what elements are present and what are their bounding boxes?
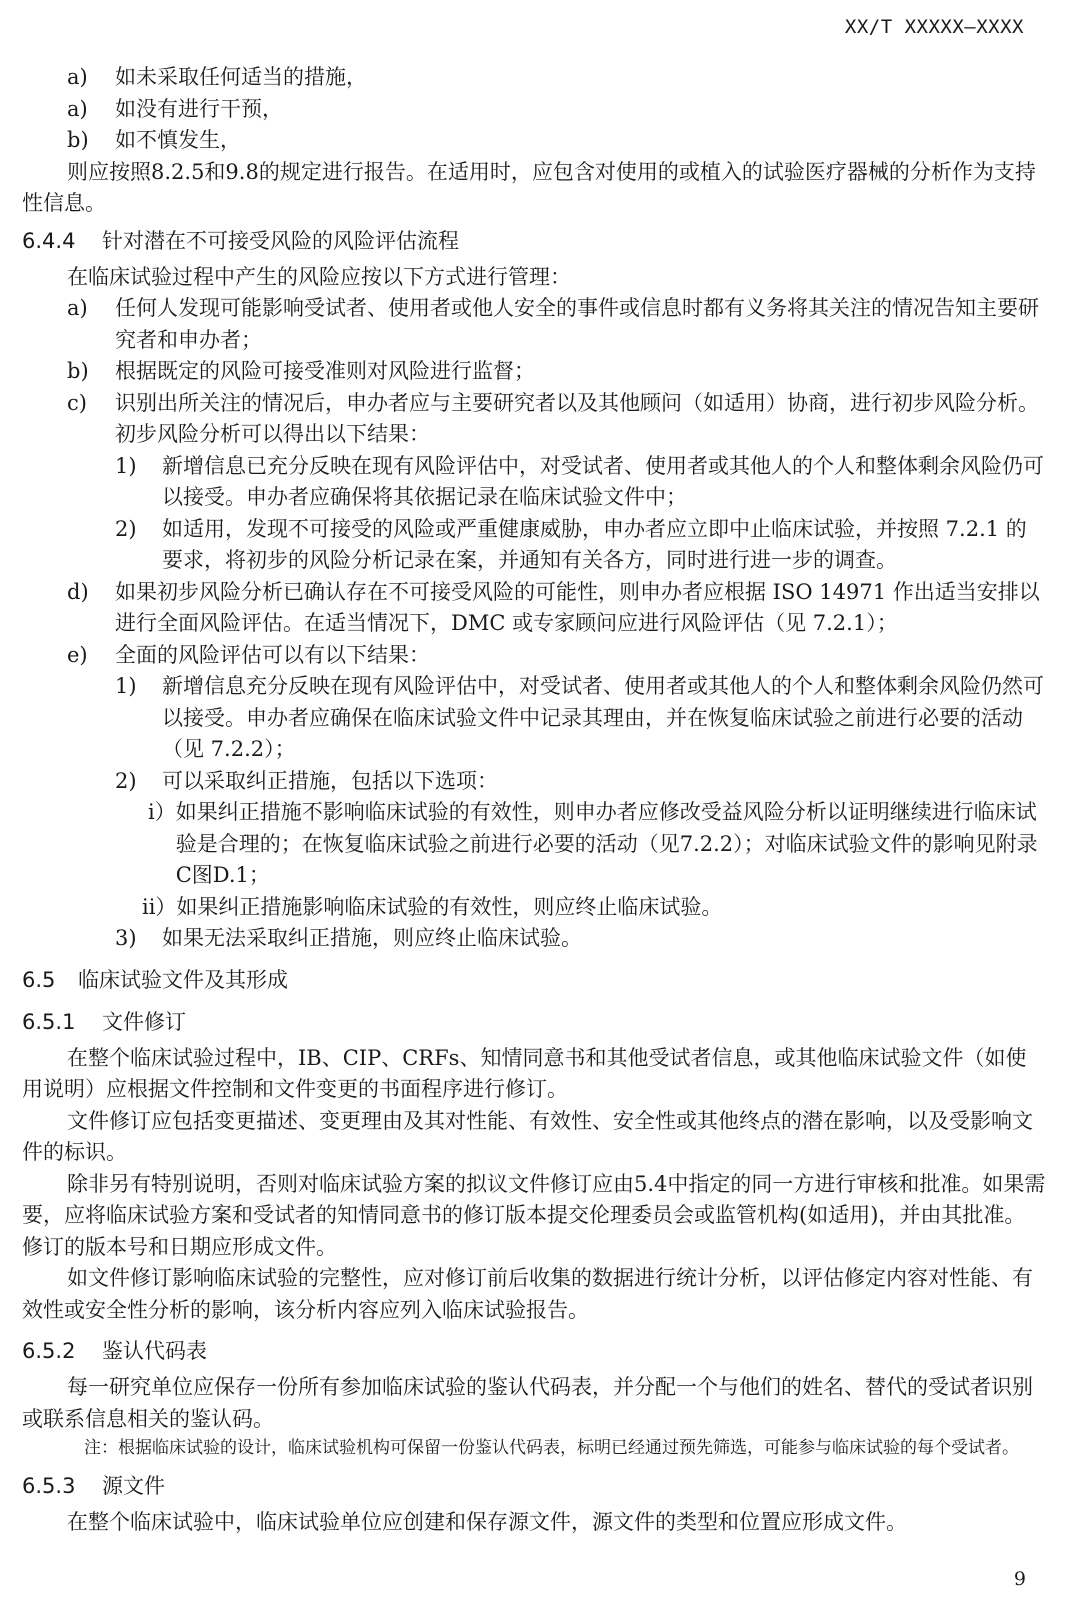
paragraph: 如文件修订影响临床试验的完整性，应对修订前后收集的数据进行统计分析，以评估修定内容对性能、有效性或安全性分析的影响，该分析内容应列入临床试验报告。 — [22, 1266, 1033, 1322]
list-label: d) — [67, 579, 89, 604]
sub-list-item — [22, 514, 1046, 577]
list-label: ii） — [142, 894, 177, 919]
section-title: 临床试验文件及其形成 — [78, 967, 288, 992]
list-text: 如适用，发现不可接受的风险或严重健康威胁，申办者应立即中止临床试验，并按照 7.2.1 的要求，将初步的风险分析记录在案，并通知有关各方，同时进行进一步的调查。 — [162, 516, 1027, 572]
list-text: 如没有进行干预， — [115, 96, 283, 121]
sub-list-item — [22, 923, 1046, 955]
sub-list-item — [22, 671, 1046, 766]
list-item — [22, 62, 1046, 94]
paragraph: 每一研究单位应保存一份所有参加临床试验的鉴认代码表，并分配一个与他们的姓名、替代的受试者识别或联系信息相关的鉴认码。 — [22, 1375, 1033, 1431]
list-label: c) — [67, 390, 87, 415]
list-item — [22, 125, 1046, 157]
list-label: a) — [67, 96, 88, 121]
section-title: 鉴认代码表 — [102, 1339, 207, 1363]
sub-list-item — [22, 451, 1046, 514]
document-code: XX/T XXXXX—XXXX — [844, 16, 1024, 38]
section-number: 6.5 — [22, 967, 56, 992]
paragraph: 除非另有特别说明，否则对临床试验方案的拟议文件修订应由5.4中指定的同一方进行审核和批准。如果需要，应将临床试验方案和受试者的知情同意书的修订版本提交伦理委员会或监管机构(如适用)，并由其批准。修订的版本号和日期应形成文件。 — [22, 1171, 1046, 1259]
list-item — [22, 577, 1046, 640]
section-number: 6.5.3 — [22, 1474, 76, 1498]
page-number: 9 — [1013, 1568, 1026, 1590]
section-heading-6-5-1 — [22, 1001, 1046, 1043]
section-title: 源文件 — [102, 1474, 165, 1498]
list-text: 任何人发现可能影响受试者、使用者或他人安全的事件或信息时都有义务将其关注的情况告知主要研究者和申办者； — [115, 296, 1039, 352]
section-number: 6.5.2 — [22, 1339, 76, 1363]
list-text: 新增信息已充分反映在现有风险评估中，对受试者、使用者或其他人的个人和整体剩余风险仍可以接受。申办者应确保将其依据记录在临床试验文件中； — [162, 453, 1044, 509]
sub-list-item — [22, 766, 1046, 798]
list-label: b) — [67, 359, 89, 383]
section-heading-6-4-4 — [22, 220, 1046, 262]
list-item — [22, 356, 1046, 388]
list-text: 如果纠正措施影响临床试验的有效性，则应终止临床试验。 — [176, 894, 723, 919]
list-text: 识别出所关注的情况后，申办者应与主要研究者以及其他顾问（如适用）协商，进行初步风险分析。初步风险分析可以得出以下结果： — [115, 390, 1039, 446]
list-item — [22, 388, 1046, 451]
list-text: 根据既定的风险可接受准则对风险进行监督； — [115, 359, 535, 383]
sub-sub-list-item — [22, 892, 1046, 924]
sub-sub-list-item — [22, 797, 1046, 892]
note-text: 根据临床试验的设计，临床试验机构可保留一份鉴认代码表，标明已经通过预先筛选，可能参与临床试验的每个受试者。 — [118, 1438, 1019, 1458]
section-title: 针对潜在不可接受风险的风险评估流程 — [102, 228, 459, 253]
list-text: 如果纠正措施不影响临床试验的有效性，则申办者应修改受益风险分析以证明继续进行临床试验是合理的；在恢复临床试验之前进行必要的活动（见7.2.2）；对临床试验文件的影响见附录C图D.1； — [175, 800, 1038, 887]
list-label: a) — [67, 65, 88, 89]
list-text: 可以采取纠正措施，包括以下选项： — [162, 768, 498, 793]
list-text: 新增信息充分反映在现有风险评估中，对受试者、使用者或其他人的个人和整体剩余风险仍然可以接受。申办者应确保在临床试验文件中记录其理由，并在恢复临床试验之前进行必要的活动（见 7.2.2）； — [162, 674, 1044, 761]
section-heading-6-5 — [22, 959, 1046, 1001]
document-body — [22, 62, 1046, 1539]
list-text: 如未采取任何适当的措施， — [115, 65, 367, 89]
intro-paragraph: 则应按照8.2.5和9.8的规定进行报告。在适用时，应包含对使用的或植入的试验医疗器械的分析作为支持性信息。 — [22, 159, 1036, 215]
list-label: a) — [67, 296, 88, 320]
section-heading-6-5-3 — [22, 1465, 1046, 1507]
list-label: 3) — [115, 926, 137, 950]
list-label: e) — [67, 642, 88, 667]
list-item — [22, 293, 1046, 356]
section-number: 6.4.4 — [22, 228, 76, 253]
section-title: 文件修订 — [102, 1009, 186, 1034]
paragraph: 在临床试验过程中产生的风险应按以下方式进行管理： — [67, 264, 571, 289]
section-number: 6.5.1 — [22, 1009, 76, 1034]
section-heading-6-5-2 — [22, 1330, 1046, 1372]
note-label: 注： — [84, 1438, 118, 1458]
list-text: 全面的风险评估可以有以下结果： — [115, 642, 430, 667]
paragraph: 在整个临床试验过程中，IB、CIP、CRFs、知情同意书和其他受试者信息，或其他临床试验文件（如使用说明）应根据文件控制和文件变更的书面程序进行修订。 — [22, 1045, 1027, 1101]
list-text: 如不慎发生， — [115, 128, 241, 152]
list-label: b) — [67, 128, 89, 152]
list-label: 2) — [115, 768, 137, 793]
list-label: 1) — [115, 674, 137, 698]
list-label: 1) — [115, 453, 137, 478]
list-item — [22, 640, 1046, 672]
list-text: 如果初步风险分析已确认存在不可接受风险的可能性，则申办者应根据 ISO 14971 作出适当安排以进行全面风险评估。在适当情况下，DMC 或专家顾问应进行风险评估（见 7.2.1）； — [115, 579, 1040, 635]
paragraph: 文件修订应包括变更描述、变更理由及其对性能、有效性、安全性或其他终点的潜在影响，以及受影响文件的标识。 — [22, 1108, 1033, 1164]
list-item — [22, 94, 1046, 126]
note — [22, 1435, 1046, 1461]
list-text: 如果无法采取纠正措施，则应终止临床试验。 — [162, 926, 582, 950]
list-label: i） — [148, 800, 176, 824]
paragraph: 在整个临床试验中，临床试验单位应创建和保存源文件，源文件的类型和位置应形成文件。 — [67, 1510, 907, 1534]
list-label: 2) — [115, 516, 137, 541]
